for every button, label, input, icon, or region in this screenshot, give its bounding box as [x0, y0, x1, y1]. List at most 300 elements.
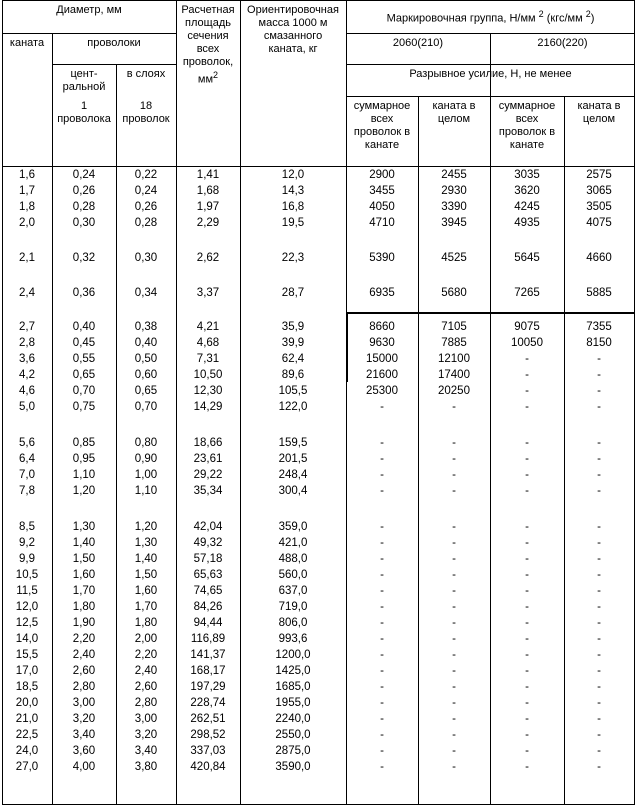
cell-g2-whole: - — [597, 713, 601, 725]
cell-central-wire: 0,65 — [72, 369, 96, 381]
cell-area: 1,41 — [196, 169, 220, 181]
cell-area: 1,97 — [196, 201, 220, 213]
cell-g2-whole: 5885 — [586, 287, 612, 299]
cell-g2-sum: - — [525, 633, 529, 645]
cell-g1-whole: - — [452, 401, 456, 413]
cell-area: 12,30 — [193, 385, 223, 397]
cell-central-wire: 4,00 — [72, 761, 96, 773]
cell-rope-diameter: 2,0 — [19, 217, 35, 229]
cell-g2-whole: - — [597, 617, 601, 629]
cell-mass: 806,0 — [278, 617, 308, 629]
cell-rope-diameter: 9,9 — [19, 553, 35, 565]
cell-g1-sum: - — [380, 537, 384, 549]
cell-g2-sum: 4935 — [514, 217, 540, 229]
cell-mass: 248,4 — [278, 469, 308, 481]
cell-rope-diameter: 18,5 — [15, 681, 39, 693]
cell-g2-whole: - — [597, 485, 601, 497]
table-row — [0, 216, 636, 231]
cell-g2-sum: - — [525, 697, 529, 709]
cell-area: 84,26 — [193, 601, 223, 613]
cell-g2-sum: - — [525, 553, 529, 565]
cell-layer-wire: 0,70 — [134, 401, 158, 413]
cell-mass: 637,0 — [278, 585, 308, 597]
cell-g1-sum: - — [380, 617, 384, 629]
cell-g2-sum: - — [525, 437, 529, 449]
cell-g2-whole: - — [597, 745, 601, 757]
cell-mass: 2240,0 — [275, 713, 311, 725]
cell-g1-whole: - — [452, 537, 456, 549]
cell-area: 141,37 — [190, 649, 226, 661]
cell-mass: 993,6 — [278, 633, 308, 645]
header-area — [176, 4, 240, 87]
cell-central-wire: 0,32 — [72, 252, 96, 264]
cell-central-wire: 1,40 — [72, 537, 96, 549]
cell-layer-wire: 2,80 — [134, 697, 158, 709]
cell-g1-whole: - — [452, 469, 456, 481]
header-g2-whole-text: каната в целом — [577, 100, 621, 125]
cell-mass: 22,3 — [281, 252, 305, 264]
cell-area: 74,65 — [193, 585, 223, 597]
header-area-sup: 2 — [213, 70, 219, 80]
cell-mass: 105,5 — [278, 385, 308, 397]
cell-mass: 1955,0 — [275, 697, 311, 709]
header-g1-whole-text: каната в целом — [432, 100, 476, 125]
cell-g1-whole: 5680 — [441, 287, 467, 299]
cell-mass: 35,9 — [281, 321, 305, 333]
table-row — [0, 728, 636, 743]
cell-area: 3,37 — [196, 287, 220, 299]
cell-area: 7,31 — [196, 353, 220, 365]
cell-central-wire: 3,20 — [72, 713, 96, 725]
cell-area: 2,29 — [196, 217, 220, 229]
cell-mass: 2550,0 — [275, 729, 311, 741]
cell-g1-whole: 7105 — [441, 321, 467, 333]
cell-central-wire: 0,24 — [72, 169, 96, 181]
cell-central-wire: 2,20 — [72, 633, 96, 645]
cell-g2-sum: - — [525, 585, 529, 597]
cell-g1-sum: - — [380, 745, 384, 757]
cell-layer-wire: 1,70 — [134, 601, 158, 613]
cell-g2-sum: - — [525, 601, 529, 613]
cell-area: 49,32 — [193, 537, 223, 549]
cell-g1-whole: - — [452, 697, 456, 709]
table-row — [0, 384, 636, 399]
cell-rope-diameter: 2,4 — [19, 287, 35, 299]
header-line-top — [2, 0, 635, 1]
cell-central-wire: 0,28 — [72, 201, 96, 213]
cell-mass: 16,8 — [281, 201, 305, 213]
cell-g1-sum: - — [380, 697, 384, 709]
cell-central-wire: 0,45 — [72, 337, 96, 349]
cell-g1-sum: - — [380, 761, 384, 773]
cell-central-wire: 3,60 — [72, 745, 96, 757]
header-line-diameter — [2, 33, 176, 34]
header-marking-suffix: ) — [590, 12, 595, 25]
cell-central-wire: 2,40 — [72, 649, 96, 661]
table-row — [0, 336, 636, 351]
cell-layer-wire: 2,00 — [134, 633, 158, 645]
header-g1-whole — [418, 100, 490, 126]
cell-g1-sum: - — [380, 633, 384, 645]
cell-area: 298,52 — [190, 729, 226, 741]
cell-g1-sum: - — [380, 521, 384, 533]
cell-g1-sum: - — [380, 401, 384, 413]
cell-layer-wire: 3,20 — [134, 729, 158, 741]
cell-mass: 19,5 — [281, 217, 305, 229]
cell-g2-sum: - — [525, 385, 529, 397]
cell-g2-sum: - — [525, 649, 529, 661]
cell-central-wire: 2,80 — [72, 681, 96, 693]
cell-layer-wire: 1,10 — [134, 485, 158, 497]
cell-rope-diameter: 17,0 — [15, 665, 39, 677]
cell-mass: 201,5 — [278, 453, 308, 465]
cell-g1-whole: 17400 — [438, 369, 470, 381]
cell-area: 29,22 — [193, 469, 223, 481]
header-group-1: 2060(210) — [392, 37, 444, 49]
cell-g1-sum: 4050 — [369, 201, 395, 213]
table-row — [0, 200, 636, 215]
cell-central-wire: 0,30 — [72, 217, 96, 229]
cell-central-wire: 1,50 — [72, 553, 96, 565]
cell-rope-diameter: 8,5 — [19, 521, 35, 533]
cell-g2-sum: - — [525, 761, 529, 773]
cell-central-wire: 1,20 — [72, 485, 96, 497]
cell-area: 1,68 — [196, 185, 220, 197]
cell-g1-sum: 9630 — [369, 337, 395, 349]
cell-central-wire: 0,40 — [72, 321, 96, 333]
cell-central-wire: 1,60 — [72, 569, 96, 581]
cell-g1-whole: 12100 — [438, 353, 470, 365]
cell-g2-sum: - — [525, 569, 529, 581]
cell-area: 94,44 — [193, 617, 223, 629]
cell-g2-whole: - — [597, 697, 601, 709]
header-g1-sum — [346, 100, 418, 152]
cell-mass: 300,4 — [278, 485, 308, 497]
cell-g1-sum: - — [380, 665, 384, 677]
table-row — [0, 552, 636, 567]
cell-g1-whole: - — [452, 633, 456, 645]
table-row — [0, 184, 636, 199]
cell-g2-sum: - — [525, 665, 529, 677]
header-breaking: Разрывное усилие, Н, не менее — [409, 68, 572, 80]
cell-area: 197,29 — [190, 681, 226, 693]
header-marking-mid: (кгс/мм — [543, 12, 583, 25]
cell-g1-whole: - — [452, 521, 456, 533]
table-row — [0, 400, 636, 415]
cell-rope-diameter: 2,7 — [19, 321, 35, 333]
header-g2-sum-text: суммарное всех проволок в канате — [498, 100, 556, 151]
cell-g2-sum: - — [525, 617, 529, 629]
table-row — [0, 744, 636, 759]
cell-layer-wire: 0,22 — [134, 169, 158, 181]
cell-area: 4,68 — [196, 337, 220, 349]
cell-g1-whole: - — [452, 761, 456, 773]
cell-central-wire: 0,55 — [72, 353, 96, 365]
cell-g1-whole: 2930 — [441, 185, 467, 197]
cell-rope-diameter: 1,6 — [19, 169, 35, 181]
cell-rope-diameter: 7,0 — [19, 469, 35, 481]
cell-area: 14,29 — [193, 401, 223, 413]
cell-g2-sum: - — [525, 537, 529, 549]
cell-area: 168,17 — [190, 665, 226, 677]
cell-g2-whole: - — [597, 665, 601, 677]
cell-central-wire: 3,00 — [72, 697, 96, 709]
table-row — [0, 168, 636, 183]
cell-area: 337,03 — [190, 745, 226, 757]
table-row — [0, 664, 636, 679]
cell-g1-sum: - — [380, 485, 384, 497]
table-row — [0, 468, 636, 483]
cell-layer-wire: 0,90 — [134, 453, 158, 465]
header-marking-prefix: Маркировочная группа, Н/мм — [386, 12, 536, 25]
cell-mass: 122,0 — [278, 401, 308, 413]
table-row — [0, 696, 636, 711]
cell-rope-diameter: 14,0 — [15, 633, 39, 645]
header-marking — [346, 8, 635, 26]
cell-g2-sum: - — [525, 729, 529, 741]
cell-g1-sum: - — [380, 585, 384, 597]
cell-layer-wire: 0,28 — [134, 217, 158, 229]
cell-g2-whole: 3065 — [586, 185, 612, 197]
cell-layer-wire: 1,80 — [134, 617, 158, 629]
cell-g2-whole: - — [597, 681, 601, 693]
cell-mass: 1200,0 — [275, 649, 311, 661]
cell-g2-whole: - — [597, 585, 601, 597]
cell-layer-wire: 0,65 — [134, 385, 158, 397]
cell-mass: 488,0 — [278, 553, 308, 565]
cell-g1-whole: 20250 — [438, 385, 470, 397]
cell-g1-sum: 15000 — [366, 353, 398, 365]
header-g2-sum — [490, 100, 564, 152]
cell-central-wire: 0,85 — [72, 437, 96, 449]
table-row — [0, 520, 636, 535]
cell-g1-sum: - — [380, 437, 384, 449]
cell-rope-diameter: 27,0 — [15, 761, 39, 773]
table-row — [0, 251, 636, 266]
cell-g2-whole: - — [597, 761, 601, 773]
table-row — [0, 568, 636, 583]
cell-rope-diameter: 12,5 — [15, 617, 39, 629]
cell-rope-diameter: 21,0 — [15, 713, 39, 725]
cell-layer-wire: 0,50 — [134, 353, 158, 365]
cell-layer-wire: 2,60 — [134, 681, 158, 693]
header-central-text: цент- ральной — [62, 68, 106, 93]
cell-mass: 421,0 — [278, 537, 308, 549]
cell-area: 2,62 — [196, 252, 220, 264]
cell-mass: 62,4 — [281, 353, 305, 365]
cell-g2-sum: - — [525, 681, 529, 693]
cell-central-wire: 1,10 — [72, 469, 96, 481]
cell-g1-sum: - — [380, 453, 384, 465]
header-g2-whole — [564, 100, 634, 126]
cell-g1-whole: - — [452, 745, 456, 757]
cell-g1-sum: 5390 — [369, 252, 395, 264]
cell-g2-whole: - — [597, 521, 601, 533]
cell-g2-whole: - — [597, 569, 601, 581]
cell-layer-wire: 3,00 — [134, 713, 158, 725]
cell-g2-whole: 3505 — [586, 201, 612, 213]
cell-g1-sum: - — [380, 649, 384, 661]
cell-rope-diameter: 7,8 — [19, 485, 35, 497]
cell-rope-diameter: 12,0 — [15, 601, 39, 613]
cell-rope-diameter: 15,5 — [15, 649, 39, 661]
cell-mass: 39,9 — [281, 337, 305, 349]
cell-central-wire: 1,70 — [72, 585, 96, 597]
cell-g1-whole: - — [452, 617, 456, 629]
cell-g2-whole: 4075 — [586, 217, 612, 229]
table-row — [0, 484, 636, 499]
cell-area: 35,34 — [193, 485, 223, 497]
table-row — [0, 536, 636, 551]
cell-area: 116,89 — [190, 633, 226, 645]
cell-g2-whole: - — [597, 401, 601, 413]
cell-g1-whole: 3390 — [441, 201, 467, 213]
cell-g2-sum: 4245 — [514, 201, 540, 213]
header-rope: каната — [9, 37, 45, 49]
header-central-count-text: 1 проволока — [57, 100, 111, 125]
cell-g1-whole: - — [452, 485, 456, 497]
cell-central-wire: 0,75 — [72, 401, 96, 413]
cell-g1-whole: - — [452, 569, 456, 581]
cell-layer-wire: 0,40 — [134, 337, 158, 349]
table-row — [0, 352, 636, 367]
emphasis-line-horizontal — [346, 312, 635, 314]
cell-g1-whole: - — [452, 649, 456, 661]
cell-g1-sum: - — [380, 553, 384, 565]
cell-g2-sum: 3035 — [514, 169, 540, 181]
cell-layer-wire: 1,00 — [134, 469, 158, 481]
table-row — [0, 680, 636, 695]
header-line-wire — [52, 64, 176, 65]
cell-g1-whole: - — [452, 585, 456, 597]
cell-g1-sum: 6935 — [369, 287, 395, 299]
cell-mass: 2875,0 — [275, 745, 311, 757]
header-line-breaking — [346, 64, 635, 65]
cell-mass: 719,0 — [278, 601, 308, 613]
cell-g2-sum: - — [525, 485, 529, 497]
table-row — [0, 452, 636, 467]
cell-rope-diameter: 2,1 — [19, 252, 35, 264]
cell-g2-sum: - — [525, 401, 529, 413]
cell-g1-sum: - — [380, 569, 384, 581]
header-area-text: Расчетная площадь сечения всех проволок, мм — [181, 4, 235, 86]
cell-rope-diameter: 6,4 — [19, 453, 35, 465]
cell-rope-diameter: 1,8 — [19, 201, 35, 213]
cell-g2-whole: - — [597, 729, 601, 741]
cell-mass: 14,3 — [281, 185, 305, 197]
cell-g2-sum: 9075 — [514, 321, 540, 333]
header-central-count — [52, 100, 116, 126]
header-line-group — [346, 33, 635, 34]
header-marking-sup2: 2 — [585, 9, 591, 19]
cell-g2-whole: - — [597, 437, 601, 449]
table-row — [0, 368, 636, 383]
cell-g1-whole: - — [452, 665, 456, 677]
cell-rope-diameter: 1,7 — [19, 185, 35, 197]
cell-area: 57,18 — [193, 553, 223, 565]
cell-g2-whole: - — [597, 633, 601, 645]
cell-mass: 12,0 — [281, 169, 305, 181]
table-row — [0, 286, 636, 301]
header-line-sub — [346, 96, 635, 97]
cell-mass: 1685,0 — [275, 681, 311, 693]
header-layers: в слоях — [126, 68, 166, 80]
cell-rope-diameter: 2,8 — [19, 337, 35, 349]
cell-g1-sum: - — [380, 601, 384, 613]
cell-rope-diameter: 4,2 — [19, 369, 35, 381]
cell-g1-sum: 4710 — [369, 217, 395, 229]
table-row — [0, 584, 636, 599]
table-row — [0, 600, 636, 615]
cell-rope-diameter: 3,6 — [19, 353, 35, 365]
cell-g1-whole: - — [452, 453, 456, 465]
cell-central-wire: 0,36 — [72, 287, 96, 299]
table-row — [0, 616, 636, 631]
cell-central-wire: 0,26 — [72, 185, 96, 197]
header-mass — [240, 4, 346, 56]
cell-g1-sum: 2900 — [369, 169, 395, 181]
cell-area: 228,74 — [190, 697, 226, 709]
header-layers-count — [116, 100, 176, 126]
cell-mass: 159,5 — [278, 437, 308, 449]
cell-central-wire: 0,95 — [72, 453, 96, 465]
table-row — [0, 436, 636, 451]
cell-rope-diameter: 24,0 — [15, 745, 39, 757]
cell-layer-wire: 3,80 — [134, 761, 158, 773]
cell-g2-whole: - — [597, 553, 601, 565]
cell-g1-whole: 2455 — [441, 169, 467, 181]
cell-g2-sum: 3620 — [514, 185, 540, 197]
cell-g1-whole: - — [452, 729, 456, 741]
cell-g2-sum: 7265 — [514, 287, 540, 299]
cell-area: 23,61 — [193, 453, 223, 465]
header-g1-sum-text: суммарное всех проволок в канате — [353, 100, 411, 151]
table-row — [0, 632, 636, 647]
cell-g1-whole: - — [452, 553, 456, 565]
cell-g2-whole: - — [597, 649, 601, 661]
cell-g2-sum: - — [525, 353, 529, 365]
cell-rope-diameter: 20,0 — [15, 697, 39, 709]
table-row — [0, 712, 636, 727]
cell-layer-wire: 1,30 — [134, 537, 158, 549]
cell-rope-diameter: 4,6 — [19, 385, 35, 397]
cell-layer-wire: 3,40 — [134, 745, 158, 757]
cell-g1-sum: - — [380, 713, 384, 725]
cell-g1-whole: 4525 — [441, 252, 467, 264]
cell-central-wire: 3,40 — [72, 729, 96, 741]
cell-area: 42,04 — [193, 521, 223, 533]
cell-g1-whole: - — [452, 437, 456, 449]
cell-g1-sum: - — [380, 681, 384, 693]
cell-layer-wire: 0,80 — [134, 437, 158, 449]
cell-rope-diameter: 5,6 — [19, 437, 35, 449]
cell-g2-whole: 8150 — [586, 337, 612, 349]
cell-area: 10,50 — [193, 369, 223, 381]
cell-g2-sum: - — [525, 713, 529, 725]
cell-g2-sum: - — [525, 453, 529, 465]
cell-area: 18,66 — [193, 437, 223, 449]
header-group-2: 2160(220) — [537, 37, 588, 49]
cell-central-wire: 1,80 — [72, 601, 96, 613]
cell-g2-sum: 10050 — [511, 337, 543, 349]
cell-g2-whole: - — [597, 469, 601, 481]
cell-g1-sum: 3455 — [369, 185, 395, 197]
cell-g2-whole: - — [597, 601, 601, 613]
cell-mass: 560,0 — [278, 569, 308, 581]
cell-g1-whole: - — [452, 713, 456, 725]
header-wire: проволоки — [87, 37, 141, 49]
header-marking-sup1: 2 — [538, 9, 544, 19]
